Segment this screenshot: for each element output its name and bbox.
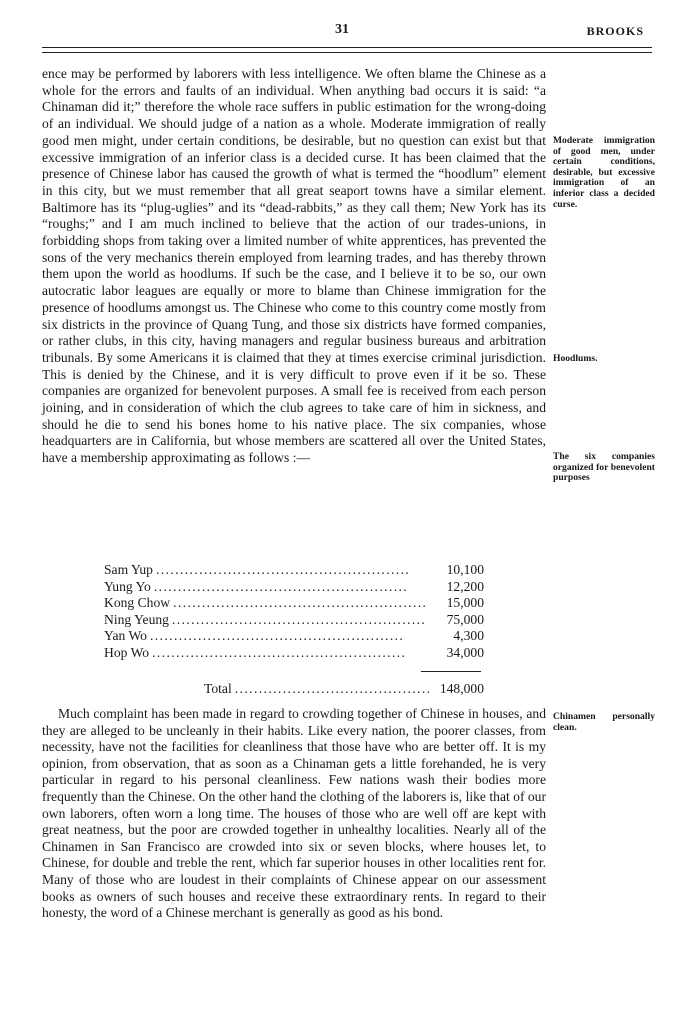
sidenote-immigration: Moderate immigration of good men, under certain conditions, desirable, but excessive immigration of an inferior class a decided curse.	[553, 135, 655, 210]
sidenote-companies: The six companies organized for benevolent purposes	[553, 451, 655, 484]
membership-table	[104, 562, 484, 662]
company-name: Yung Yo	[104, 578, 151, 594]
membership-count: 12,200	[446, 578, 484, 594]
header-rule-thick	[42, 47, 652, 48]
dot-leader	[172, 612, 429, 629]
membership-count: 4,300	[453, 628, 484, 644]
table-row	[104, 628, 484, 645]
table-row	[104, 595, 484, 612]
table-row	[104, 579, 484, 596]
membership-count: 75,000	[446, 611, 484, 627]
sidenote-hoodlums: Hoodlums.	[553, 353, 598, 364]
dot-leader	[154, 579, 429, 596]
table-row	[104, 612, 484, 629]
dot-leader	[235, 681, 429, 697]
body-column-top	[42, 66, 546, 467]
membership-count: 10,100	[446, 562, 484, 577]
sidenote-clean: Chinamen personally clean.	[553, 711, 655, 733]
membership-count: 34,000	[446, 644, 484, 660]
table-row	[104, 562, 484, 579]
dot-leader	[152, 645, 429, 662]
body-column-bottom	[42, 706, 546, 922]
page-number: 31	[335, 22, 349, 37]
total-value: 148,000	[439, 681, 484, 696]
company-name: Sam Yup	[104, 562, 153, 577]
company-name: Kong Chow	[104, 595, 171, 611]
table-row	[104, 645, 484, 662]
dot-leader	[173, 595, 429, 612]
dot-leader	[150, 628, 429, 645]
total-label: Total	[204, 681, 232, 696]
company-name: Hop Wo	[104, 644, 150, 660]
total-row	[204, 681, 484, 697]
membership-count: 15,000	[446, 595, 484, 611]
company-name: Ning Yeung	[104, 611, 169, 627]
running-head: BROOKS	[586, 24, 644, 38]
total-rule	[421, 671, 481, 672]
paragraph-1: ence may be performed by laborers with less intelligence. We often blame the Chinese as a whole for the errors and faults of an individual. When anything bad occurs it is said: “a Chinaman did it;” therefore the whole race suffers in public estimation for the wrong-doing of an individual. We should judge of a nation as a whole. Moderate immigration of really good men might, under certain conditions, be desirable, but no question can exist but that excessive immigration of an inferior class is a decided curse. It has been claimed that the presence of Chinese labor has caused the growth of what is termed the “hoodlum” element in this city, but we must remember that all great seaport towns have a similar element. Baltimore has its “plug-uglies” and its “dead-rabbits,” as they call them; New York has its “roughs;” and I am much inclined to believe that the action of our trades-unions, in forbidding shops from taking over a limited number of white apprentices, has prevented the sons of the very mechanics therein employed from learning trades, and has thereby thrown them upon the world as hoodlums. If such be the case, and I believe it to be so, our own autocratic labor leagues are equally or more to blame than Chinese immigration for the presence of hoodlums amongst us. The Chinese who come to this country come mostly from six districts in the province of Quang Tung, and those six districts have formed companies, or rather clubs, in this city, having managers and regular business bureaus and arbitration tribunals. By some Americans it is claimed that they at times exercise criminal jurisdiction. This is denied by the Chinese, and it is very difficult to prove even if it be so. These companies are organized for benevolent purposes. A small fee is received from each person joining, and in consideration of which the club agrees to take care of him in sickness, and should he die to send his bones home to his native place. The six companies, whose headquarters are in California, but whose members are scattered all over the United States, have a membership approximating as follows :—	[42, 66, 546, 466]
dot-leader	[156, 562, 429, 579]
header-rule-thin	[42, 52, 652, 53]
paragraph-2: Much complaint has been made in regard to crowding together of Chinese in houses, and they are alleged to be uncleanly in their habits. Like every nation, the poorer classes, from necessity, have not the facilities for cleanliness that those have who are better off. It is my opinion, from observation, that as soon as a Chinaman gets a little forehanded, he is very particular in regard to his personal cleanliness. Few nations wash their bodies more frequently than the Chinese. On the other hand the clothing of the laborers is, like that of our own laborers, often worn a long time. The houses of those who are well off are kept with great neatness, but the poor are crowded together in unhealthy localities. Nearly all of the Chinamen in San Francisco are crowded into six or seven blocks, where houses let, to Chinese, for double and treble the rent, which far superior houses in other localities rent for. Many of those who are loudest in their complaints of Chinese appear on our assessment books as owners of such houses and receive these extraordinary rents. In regard to their honesty, the word of a Chinese merchant is generally as good as his bond.	[42, 706, 546, 921]
company-name: Yan Wo	[104, 628, 147, 644]
